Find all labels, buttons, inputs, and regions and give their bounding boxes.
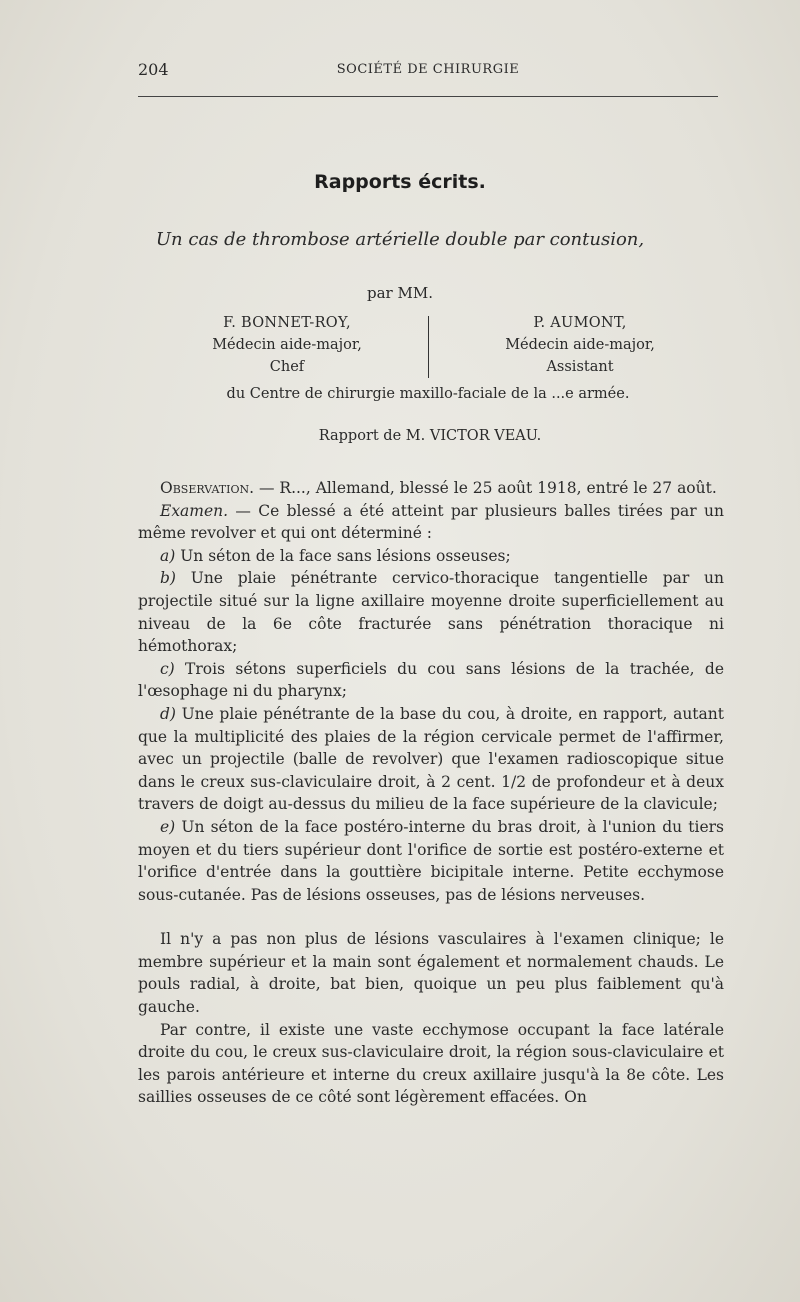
item-letter: a) [160, 546, 176, 565]
author-role: Médecin aide-major, [212, 337, 362, 353]
author-status: Chef [269, 359, 305, 375]
observation-label: Observation. [160, 479, 255, 497]
section-title: Rapports écrits. [314, 171, 486, 193]
author-name: P. AUMONT, [533, 315, 627, 331]
observation-paragraph [138, 477, 724, 500]
exam-label: Examen. [160, 501, 229, 520]
exam-paragraph [138, 500, 724, 545]
author-status: Assistant [546, 359, 614, 375]
item-text: Une plaie pénétrante de la base du cou, à droite, en rapport, autant que la multiplicité des plaies de la région cervicale permet de l'affirmer, avec un projectile (balle de revolver) que l'examen radioscopique situe dans le creux sus-claviculaire droit, à 2 cent. 1/2 de profondeur et à deux travers de doigt au-dessus du milieu de la face supérieure de la clavicule; [138, 704, 724, 814]
author-right [465, 312, 695, 378]
article-title: Un cas de thrombose artérielle double par contusion, [155, 229, 645, 250]
author-divider [428, 316, 429, 378]
item-text: Un séton de la face sans lésions osseuses; [175, 546, 511, 565]
reporter-line: Rapport de M. VICTOR VEAU. [318, 428, 542, 444]
paragraph: Il n'y a pas non plus de lésions vasculaires à l'examen clinique; le membre supérieur et la main sont également et normalement chauds. Le pouls radial, à droite, bat bien, quoique un peu plus faiblement qu'à gauche. [138, 930, 724, 1017]
item-text: Trois sétons superficiels du cou sans lésions de la trachée, de l'œsophage ni du pharynx; [138, 659, 724, 701]
item-letter: e) [160, 817, 176, 836]
page-number: 204 [138, 60, 169, 79]
journal-title: SOCIÉTÉ DE CHIRURGIE [336, 62, 520, 77]
list-item [138, 658, 724, 703]
header-rule [138, 96, 718, 97]
author-role: Médecin aide-major, [505, 337, 655, 353]
running-head [138, 60, 718, 82]
list-item [138, 567, 724, 657]
byline: par MM. [367, 284, 433, 302]
list-item [138, 816, 724, 906]
exam-text: — Ce blessé a été atteint par plusieurs balles tirées par un même revolver et qui ont déterminé : [138, 501, 724, 543]
item-letter: c) [160, 659, 175, 678]
author-name: F. BONNET-ROY, [223, 315, 351, 331]
author-left [172, 312, 402, 378]
article-body [138, 477, 724, 1109]
item-letter: b) [160, 569, 176, 588]
affiliation: du Centre de chirurgie maxillo-faciale de la ...e armée. [226, 386, 630, 402]
observation-text: — R..., Allemand, blessé le 25 août 1918, entré le 27 août. [254, 479, 717, 497]
paragraph: Par contre, il existe une vaste ecchymose occupant la face latérale droite du cou, le creux sus-claviculaire droit, la région sous-claviculaire et les parois antérieure et interne du creux axillaire jusqu'à la 8e côte. Les saillies osseuses de ce côté sont légèrement effacées. On [138, 1020, 724, 1107]
list-item [138, 545, 724, 568]
item-letter: d) [160, 704, 176, 723]
item-text: Un séton de la face postéro-interne du bras droit, à l'union du tiers moyen et du tiers supérieur dont l'orifice de sortie est postéro-externe et l'orifice d'entrée dans la gouttière bicipitale interne. Petite ecchymose sous-cutanée. Pas de lésions osseuses, pas de lésions nerveuses. [138, 817, 724, 904]
item-text: Une plaie pénétrante cervico-thoracique tangentielle par un projectile situé sur la ligne axillaire moyenne droite superficiellement au niveau de la 6e côte fracturée sans pénétration thoracique ni hémothorax; [138, 569, 724, 656]
list-item [138, 703, 724, 816]
